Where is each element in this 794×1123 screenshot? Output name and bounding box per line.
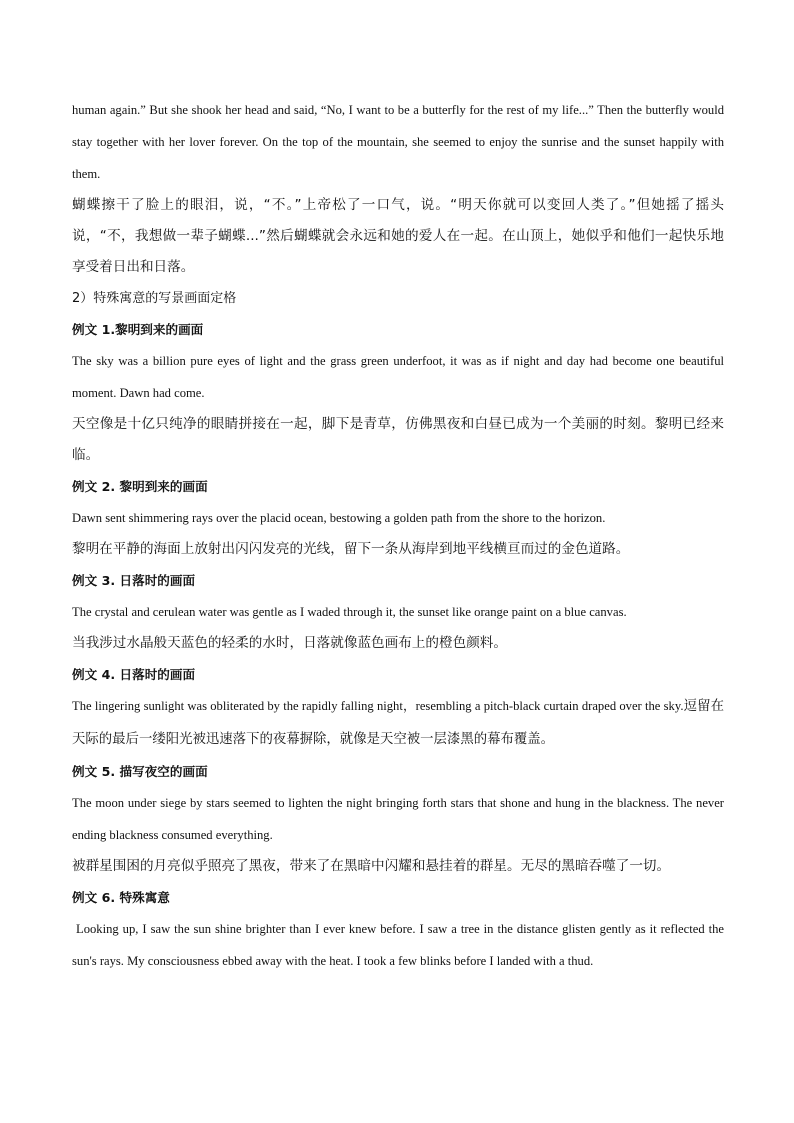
- example-4-paragraph: [72, 690, 724, 756]
- document-body: [72, 94, 724, 977]
- example-6-english: Looking up, I saw the sun shine brighter than I ever knew before. I saw a tree in the distance glisten gently as it reflected the sun's rays. My consciousness ebbed away with the heat. I took a few blinks before I landed with a thud.: [72, 922, 724, 968]
- example-4-heading: 例文 4. 日落时的画面: [72, 667, 196, 682]
- example-1-english: The sky was a billion pure eyes of light and the grass green underfoot, it was as if night and day had become one beautiful moment. Dawn had come.: [72, 354, 724, 400]
- intro-english-paragraph: human again.” But she shook her head and said, “No, I want to be a butterfly for the rest of my life...” Then the butterfly would stay together with her lover forever. On the top of the mountain, she seemed to enjoy the sunrise and the sunset happily with them.: [72, 103, 724, 181]
- example-4-english: The lingering sunlight was obliterated by the rapidly falling night，resembling a pitch-black curtain draped over the sky.: [72, 699, 684, 713]
- example-1-chinese: 天空像是十亿只纯净的眼睛拼接在一起，脚下是青草，仿佛黑夜和白昼已成为一个美丽的时刻。黎明已经来临。: [72, 416, 724, 463]
- example-4-chinese: 逗留在天际的最后一缕阳光被迅速落下的夜幕摒除，就像是天空被一层漆黑的幕布覆盖。: [72, 699, 724, 747]
- example-3-english: The crystal and cerulean water was gentle as I waded through it, the sunset like orange paint on a blue canvas.: [72, 605, 627, 619]
- example-3-chinese: 当我涉过水晶般天蓝色的轻柔的水时，日落就像蓝色画布上的橙色颜料。: [72, 635, 507, 651]
- example-1-heading: 例文 1.黎明到来的画面: [72, 322, 204, 337]
- intro-chinese-paragraph: 蝴蝶擦干了脸上的眼泪，说，“不。”上帝松了一口气，说。“明天你就可以变回人类了。”但她摇了摇头说，“不，我想做一辈子蝴蝶...”然后蝴蝶就会永远和她的爱人在一起。在山顶上，她似乎和他们一起快乐地享受着日出和日落。: [72, 197, 724, 275]
- example-2-english: Dawn sent shimmering rays over the placid ocean, bestowing a golden path from the shore to the horizon.: [72, 511, 606, 525]
- example-5-english: The moon under siege by stars seemed to lighten the night bringing forth stars that shone and hung in the blackness. The never ending blackness consumed everything.: [72, 796, 724, 842]
- example-5-heading: 例文 5. 描写夜空的画面: [72, 764, 208, 779]
- example-2-heading: 例文 2. 黎明到来的画面: [72, 479, 208, 494]
- section-title: 2）特殊寓意的写景画面定格: [72, 291, 237, 306]
- example-5-chinese: 被群星围困的月亮似乎照亮了黑夜，带来了在黑暗中闪耀和悬挂着的群星。无尽的黑暗吞噬了一切。: [72, 858, 671, 874]
- example-3-heading: 例文 3. 日落时的画面: [72, 573, 196, 588]
- example-6-heading: 例文 6. 特殊寓意: [72, 890, 170, 905]
- example-2-chinese: 黎明在平静的海面上放射出闪闪发亮的光线，留下一条从海岸到地平线横亘而过的金色道路。: [72, 541, 630, 557]
